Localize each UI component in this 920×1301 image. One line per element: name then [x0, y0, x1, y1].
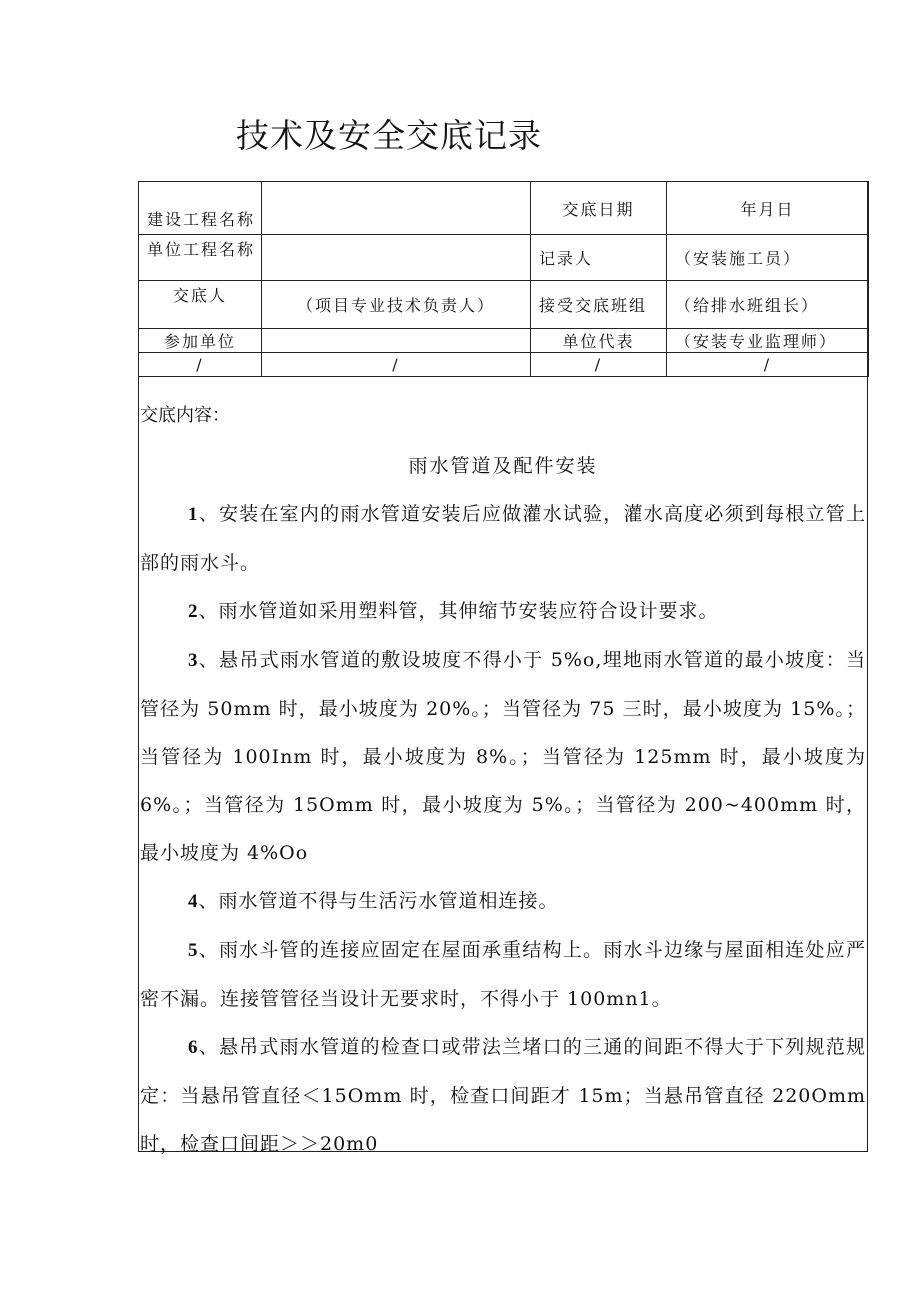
item-text: 、悬吊式雨水管道的检查口或带法兰堵口的三通的间距不得大于下列规范规定：当悬吊管直径＜15Omm 时，检查口间距才 15m；当悬吊管直径 220Omm 时，检查口间距＞＞20m0 — [140, 1036, 866, 1155]
item-text: 、雨水斗管的连接应固定在屋面承重结构上。雨水斗边缘与屋面相连处应严密不漏。连接管管径当设计无要求时，不得小于 100mn1。 — [140, 939, 866, 1010]
content-item-2 — [140, 587, 866, 636]
slash-cell: / — [667, 353, 869, 377]
item-number: 1 — [188, 504, 199, 525]
item-text: 、雨水管道如采用塑料管，其伸缩节安装应符合设计要求。 — [198, 600, 719, 622]
slash-cell: / — [531, 353, 667, 377]
unit-project-field[interactable] — [262, 235, 531, 281]
receiver-team-label: 接受交底班组 — [531, 281, 667, 329]
unit-rep-label: 单位代表 — [531, 329, 667, 353]
item-text: 、安装在室内的雨水管道安装后应做灌水试验，灌水高度必须到每根立管上部的雨水斗。 — [140, 503, 866, 574]
content-body — [140, 392, 866, 1168]
content-item-5 — [140, 926, 866, 1023]
item-number: 5 — [188, 940, 199, 961]
date-label: 交底日期 — [531, 182, 667, 235]
presenter-field[interactable]: （项目专业技术负责人） — [262, 281, 531, 329]
record-header-table — [138, 181, 869, 377]
section-title: 雨水管道及配件安装 — [408, 455, 598, 477]
presenter-label: 交底人 — [139, 281, 262, 329]
participant-field[interactable] — [262, 329, 531, 353]
recorder-label: 记录人 — [531, 235, 667, 281]
slash-cell: / — [262, 353, 531, 377]
project-name-field[interactable] — [262, 182, 531, 235]
date-field[interactable]: 年月日 — [667, 182, 869, 235]
item-text: 、雨水管道不得与生活污水管道相连接。 — [198, 890, 559, 912]
unit-project-label: 单位工程名称 — [139, 235, 262, 281]
content-item-4 — [140, 877, 866, 926]
participant-label: 参加单位 — [139, 329, 262, 353]
content-item-6 — [140, 1023, 866, 1168]
item-number: 4 — [188, 891, 199, 912]
item-text: 、悬吊式雨水管道的敷设坡度不得小于 5%o,埋地雨水管道的最小坡度：当管径为 50mm 时，最小坡度为 20%。；当管径为 75 三时，最小坡度为 15%。；当管径为 100Inm 时，最小坡度为 8%。；当管径为 125mm 时，最小坡度为 6%。；当管径为 15Omm 时，最小坡度为 5%。；当管径为 200~400mm 时，最小坡度为 4%Oo — [140, 649, 866, 864]
item-number: 3 — [188, 650, 199, 671]
content-item-1 — [140, 490, 866, 587]
slash-cell: / — [139, 353, 262, 377]
receiver-team-field[interactable]: （给排水班组长） — [667, 281, 869, 329]
document-title: 技术及安全交底记录 — [236, 116, 542, 155]
project-name-label: 建设工程名称 — [139, 182, 262, 235]
recorder-field[interactable]: （安装施工员） — [667, 235, 869, 281]
item-number: 2 — [188, 601, 199, 622]
content-item-3 — [140, 636, 866, 877]
content-label: 交底内容： — [140, 405, 230, 426]
item-number: 6 — [188, 1037, 199, 1058]
unit-rep-field[interactable]: （安装专业监理师） — [667, 329, 869, 353]
